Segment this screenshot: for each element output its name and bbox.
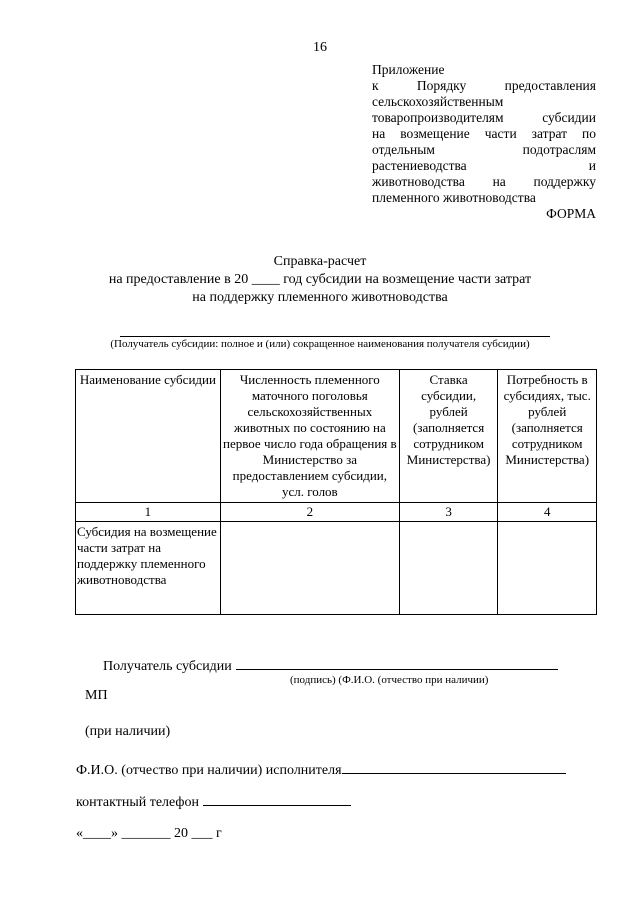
appendix-line-2: к Порядку предоставления bbox=[372, 78, 596, 93]
appendix-line-6: отдельным подотраслям bbox=[372, 142, 596, 157]
table-row bbox=[76, 522, 597, 615]
title-line-1: Справка-расчет bbox=[273, 254, 367, 269]
cell-subsidy-rate[interactable] bbox=[399, 522, 498, 615]
date-line[interactable]: «____» _______ 20 ___ г bbox=[76, 826, 222, 841]
header-subsidy-need: Потребность в субсидиях, тыс. рублей (заполняется сотрудником Министерства) bbox=[498, 370, 597, 503]
header-subsidy-name: Наименование субсидии bbox=[76, 370, 221, 503]
calculation-table bbox=[75, 369, 597, 615]
executor-field[interactable] bbox=[342, 761, 566, 774]
recipient-name-field[interactable] bbox=[120, 322, 550, 337]
header-subsidy-rate: Ставка субсидии, рублей (заполняется сотрудником Министерства) bbox=[399, 370, 498, 503]
phone-row bbox=[76, 793, 351, 811]
form-label: ФОРМА bbox=[546, 206, 596, 221]
appendix-line-4: товаропроизводителям субсидии bbox=[372, 110, 596, 125]
table-number-row bbox=[76, 503, 597, 522]
table-header-row bbox=[76, 370, 597, 503]
phone-label: контактный телефон bbox=[76, 795, 199, 810]
executor-label: Ф.И.О. (отчество при наличии) исполнителя bbox=[76, 763, 342, 778]
executor-row bbox=[76, 761, 566, 779]
phone-field[interactable] bbox=[203, 793, 351, 806]
appendix-line-3: сельскохозяйственным bbox=[372, 94, 504, 109]
recipient-signature-row bbox=[103, 657, 558, 675]
recipient-caption: (Получатель субсидии: полное и (или) сокращенное наименования получателя субсидии) bbox=[110, 338, 530, 350]
document-title bbox=[0, 253, 640, 307]
appendix-line-5: на возмещение части затрат по bbox=[372, 126, 596, 141]
appendix-header bbox=[372, 62, 596, 222]
appendix-line-9: племенного животноводства bbox=[372, 190, 536, 205]
title-line-3: на поддержку племенного животноводства bbox=[192, 290, 448, 305]
cell-subsidy-name: Субсидия на возмещение части затрат на поддержку племенного животноводства bbox=[76, 522, 221, 615]
signature-field[interactable] bbox=[236, 657, 558, 670]
stamp-note: (при наличии) bbox=[85, 724, 171, 739]
page-number: 16 bbox=[313, 40, 327, 55]
stamp-label: МП bbox=[85, 688, 108, 703]
column-number: 2 bbox=[220, 503, 399, 522]
signature-label: Получатель субсидии bbox=[103, 659, 232, 674]
cell-subsidy-need[interactable] bbox=[498, 522, 597, 615]
appendix-line-7: растениеводства и bbox=[372, 158, 596, 173]
header-livestock-count: Численность племенного маточного поголовья сельскохозяйственных животных по состоянию на первое число года обращения в Министерство за предоставлением субсидии, усл. голов bbox=[220, 370, 399, 503]
cell-livestock-count[interactable] bbox=[220, 522, 399, 615]
column-number: 3 bbox=[399, 503, 498, 522]
title-line-2: на предоставление в 20 ____ год субсидии на возмещение части затрат bbox=[108, 272, 532, 287]
column-number: 1 bbox=[76, 503, 221, 522]
appendix-line-8: животноводства на поддержку bbox=[372, 174, 596, 189]
signature-caption: (подпись) (Ф.И.О. (отчество при наличии) bbox=[290, 674, 489, 686]
appendix-title: Приложение bbox=[372, 62, 445, 77]
column-number: 4 bbox=[498, 503, 597, 522]
